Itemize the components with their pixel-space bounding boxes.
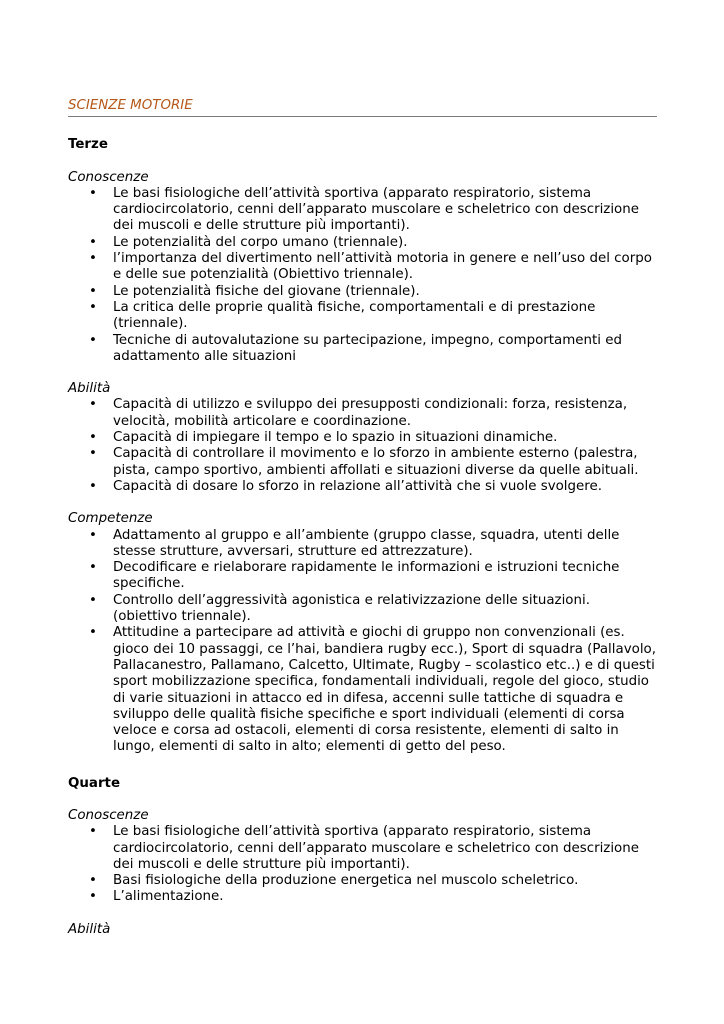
bullet-icon: •	[89, 430, 97, 446]
bullet-icon: •	[89, 824, 97, 840]
list-item	[68, 528, 657, 561]
section-title: SCIENZE MOTORIE	[68, 98, 657, 117]
bullet-icon: •	[89, 234, 97, 250]
list-item	[68, 235, 657, 251]
list-terze-conoscenze	[68, 186, 657, 365]
list-item-text: Adattamento al gruppo e all’ambiente (gruppo classe, squadra, utenti delle stesse strutture, avversari, strutture ed attrezzature).	[113, 527, 620, 559]
subheading-conoscenze: Conoscenze	[68, 169, 149, 185]
bullet-icon: •	[89, 446, 97, 462]
list-item	[68, 873, 657, 889]
list-item	[68, 284, 657, 300]
year-heading-terze: Terze	[68, 137, 108, 153]
list-item	[68, 397, 657, 430]
bullet-icon: •	[89, 592, 97, 608]
list-item-text: Capacità di utilizzo e sviluppo dei presupposti condizionali: forza, resistenza, velocità, mobilità articolare e coordinazione.	[113, 397, 628, 429]
list-item-text: l’importanza del divertimento nell’attività motoria in genere e nell’uso del corpo e delle sue potenzialità (Obiettivo triennale).	[113, 251, 652, 283]
list-item	[68, 824, 657, 873]
bullet-icon: •	[89, 560, 97, 576]
list-terze-abilita	[68, 397, 657, 495]
bullet-icon: •	[89, 185, 97, 201]
year-heading-quarte: Quarte	[68, 775, 121, 791]
bullet-icon: •	[89, 873, 97, 889]
list-item	[68, 251, 657, 284]
list-item-text: Capacità di impiegare il tempo e lo spazio in situazioni dinamiche.	[113, 430, 558, 446]
bullet-icon: •	[89, 332, 97, 348]
list-item	[68, 300, 657, 333]
list-item	[68, 593, 657, 626]
list-terze-competenze	[68, 528, 657, 756]
bullet-icon: •	[89, 251, 97, 267]
list-item	[68, 186, 657, 235]
list-item-text: Le basi fisiologiche dell’attività sportiva (apparato respiratorio, sistema cardiocircolatorio, cenni dell’apparato muscolare e scheletrico con descrizione dei muscoli e delle strutture più importanti).	[113, 185, 639, 234]
list-item-text: Controllo dell’aggressività agonistica e relativizzazione delle situazioni. (obiettivo triennale).	[113, 592, 590, 625]
document-page	[68, 98, 657, 938]
list-item	[68, 560, 657, 593]
list-item-text: Tecniche di autovalutazione su partecipazione, impegno, comportamenti ed adattamento alle situazioni	[113, 332, 622, 364]
bullet-icon: •	[89, 527, 97, 543]
list-item-text: Le potenzialità del corpo umano (triennale).	[113, 234, 408, 250]
list-item	[68, 625, 657, 755]
bullet-icon: •	[89, 397, 97, 413]
list-item-text: Decodificare e rielaborare rapidamente le informazioni e istruzioni tecniche specifiche.	[113, 560, 620, 592]
subheading-abilita: Abilità	[68, 381, 111, 397]
list-item	[68, 889, 657, 905]
bullet-icon: •	[89, 283, 97, 299]
list-item	[68, 333, 657, 366]
subheading-competenze: Competenze	[68, 511, 153, 527]
list-item-text: Capacità di controllare il movimento e lo sforzo in ambiente esterno (palestra, pista, campo sportivo, ambienti affollati e situazioni diverse da quelle abituali.	[113, 446, 639, 478]
list-item-text: Capacità di dosare lo sforzo in relazione all’attività che si vuole svolgere.	[113, 478, 602, 494]
list-item-text: Attitudine a partecipare ad attività e giochi di gruppo non convenzionali (es. gioco dei 10 passaggi, ce l’hai, bandiera rugby ecc.), Sport di squadra (Pallavolo, Pallacanestro, Pallamano, Calcetto, Ultimate, Rugby – scolastico etc..) e di questi sport mobilizzazione specifica, fondamentali individuali, regole del gioco, studio di varie situazioni in attacco ed in difesa, accenni sulle tattiche di squadra e sviluppo delle qualità fisiche specifiche e sport individuali (elementi di corsa veloce e corsa ad ostacoli, elementi di corsa resistente, elementi di salto in lungo, elementi di salto in alto; elementi di getto del peso.	[113, 625, 656, 755]
subheading-abilita-quarte: Abilità	[68, 921, 111, 937]
list-item-text: Le basi fisiologiche dell’attività sportiva (apparato respiratorio, sistema cardiocircolatorio, cenni dell’apparato muscolare e scheletrico con descrizione dei muscoli e delle strutture più importanti).	[113, 824, 639, 872]
list-item-text: Basi fisiologiche della produzione energetica nel muscolo scheletrico.	[113, 873, 579, 889]
list-item-text: L’alimentazione.	[113, 889, 224, 905]
bullet-icon: •	[89, 889, 97, 905]
list-item	[68, 446, 657, 479]
bullet-icon: •	[89, 625, 97, 641]
list-item	[68, 479, 657, 495]
bullet-icon: •	[89, 478, 97, 494]
list-quarte-conoscenze	[68, 824, 657, 905]
list-item-text: La critica delle proprie qualità fisiche, comportamentali e di prestazione (triennale).	[113, 299, 596, 332]
subheading-conoscenze-quarte: Conoscenze	[68, 807, 149, 823]
list-item-text: Le potenzialità fisiche del giovane (triennale).	[113, 283, 420, 299]
list-item	[68, 430, 657, 446]
bullet-icon: •	[89, 299, 97, 315]
